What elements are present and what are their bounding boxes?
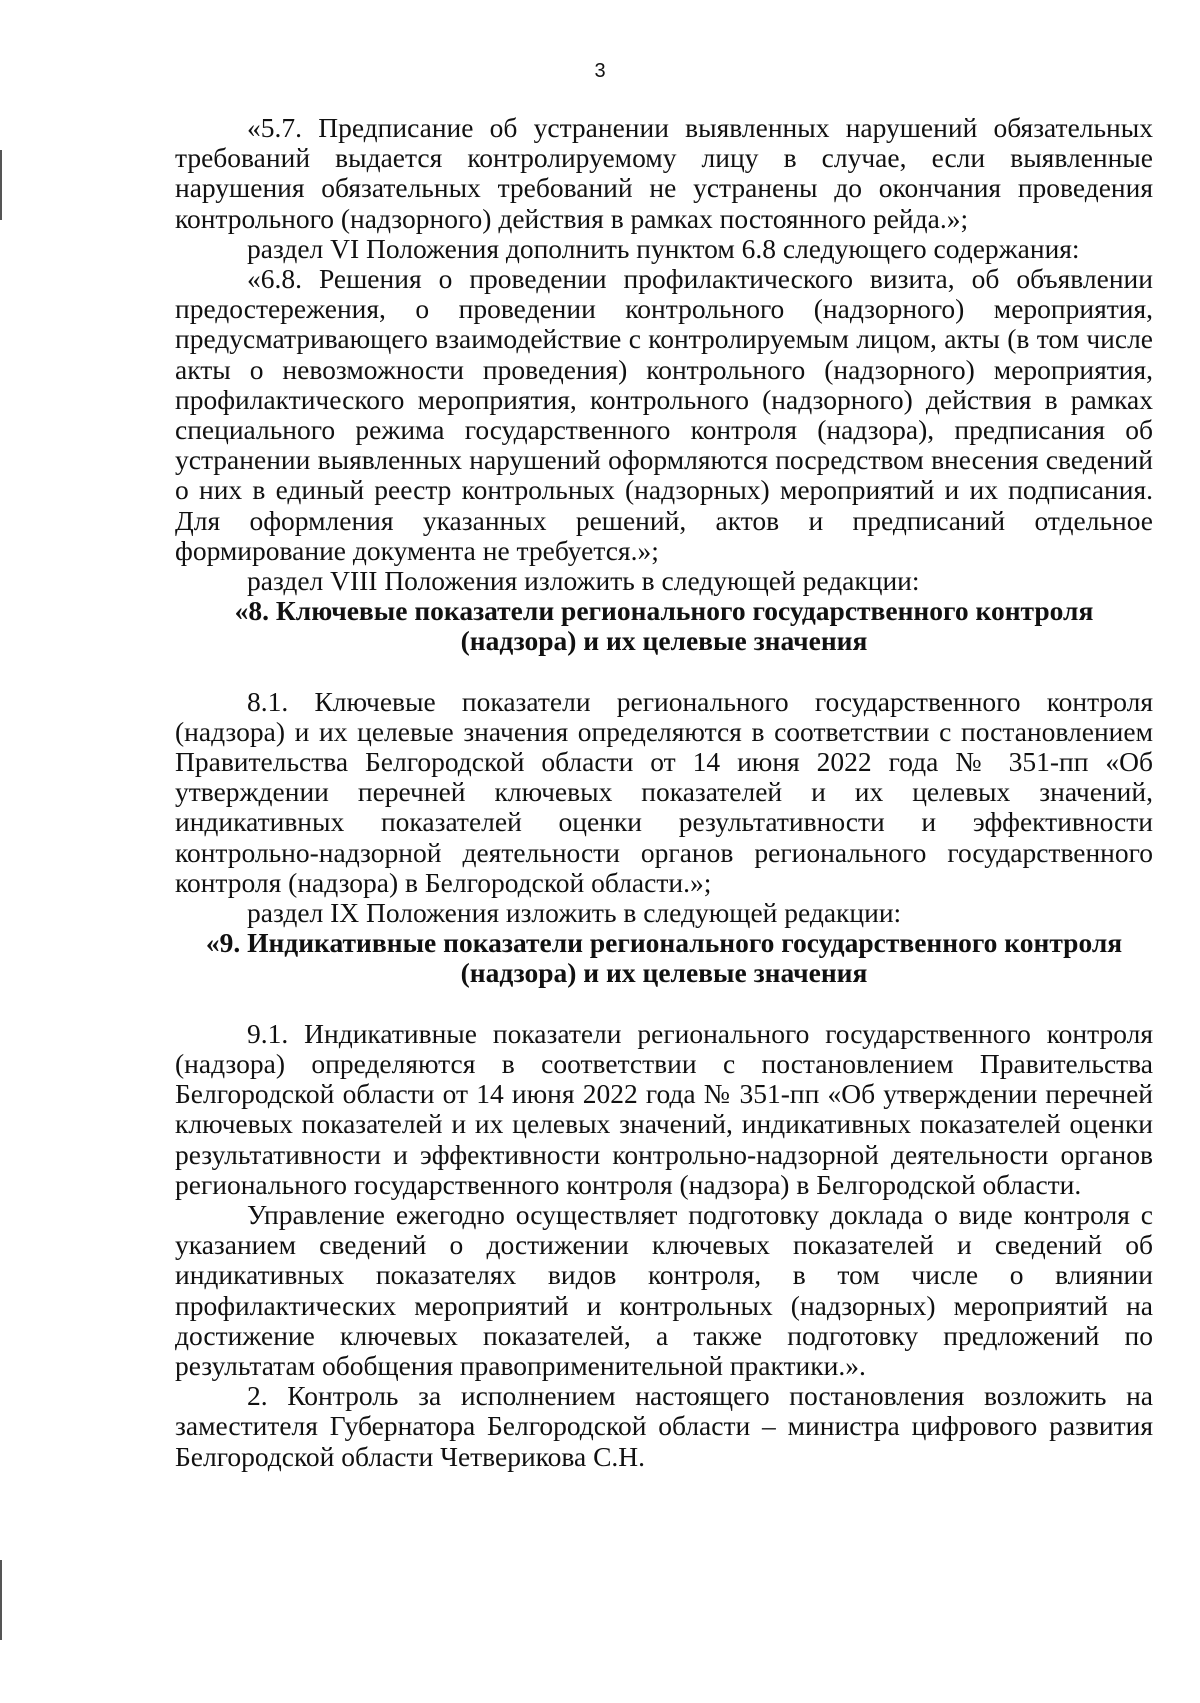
paragraph-section-vi: раздел VI Положения дополнить пунктом 6.8 следующего содержания: xyxy=(247,232,1080,264)
heading-section-9-line2: (надзора) и их целевые значения xyxy=(460,957,868,989)
paragraph-control-clause: 2. Контроль за исполнением настоящего постановления возложить на заместителя Губернатора Белгородской области – министра цифрового развития Белгородской области Четверикова С.Н. xyxy=(175,1380,1153,1472)
paragraph-annual-report: Управление ежегодно осуществляет подготовку доклада о виде контроля с указанием сведений о достижении ключевых показателей и сведений об индикативных показателях видов контроля, в том числе о влиянии профилактических мероприятий и контрольных (надзорных) мероприятий на достижение ключевых показателей, а также подготовку предложений по результатам обобщения правоприменительной практики.». xyxy=(175,1198,1153,1381)
spacer xyxy=(175,657,1153,687)
paragraph-section-ix: раздел IX Положения изложить в следующей редакции: xyxy=(247,897,902,929)
scan-edge-mark xyxy=(0,1560,2,1640)
heading-section-8-line2: (надзора) и их целевые значения xyxy=(460,625,868,657)
page-number: 3 xyxy=(594,60,606,82)
scan-edge-mark xyxy=(0,150,2,220)
document-body xyxy=(175,113,1153,1472)
paragraph-8-1: 8.1. Ключевые показатели регионального государственного контроля (надзора) и их целевые значения определяются в соответствии с постановлением Правительства Белгородской области от 14 июня 2022 года № 351-пп «Об утверждении перечней ключевых показателей и их целевых значений, индикативных показателей оценки результативности и эффективности контрольно-надзорной деятельности органов регионального государственного контроля (надзора) в Белгородской области.»; xyxy=(175,685,1153,898)
paragraph-5-7: «5.7. Предписание об устранении выявленных нарушений обязательных требований выдается контролируемому лицу в случае, если выявленные нарушения обязательных требований не устранены до окончания проведения контрольного (надзорного) действия в рамках постоянного рейда.»; xyxy=(175,112,1153,234)
heading-section-8-line1: «8. Ключевые показатели регионального государственного контроля xyxy=(234,595,1094,627)
paragraph-6-8: «6.8. Решения о проведении профилактического визита, об объявлении предостережения, о проведении контрольного (надзорного) мероприятия, предусматривающего взаимодействие с контролируемым лицом, акты (в том числе акты о невозможности проведения) контрольного (надзорного) мероприятия, профилактического мероприятия, контрольного (надзорного) действия в рамках специального режима государственного контроля (надзора), предписания об устранении выявленных нарушений оформляются посредством внесения сведений о них в единый реестр контрольных (надзорных) мероприятий и их подписания. Для оформления указанных решений, актов и предписаний отдельное формирование документа не требуется.»; xyxy=(175,263,1153,566)
paragraph-section-viii: раздел VIII Положения изложить в следующей редакции: xyxy=(247,565,920,597)
heading-section-9-line1: «9. Индикативные показатели регионального государственного контроля xyxy=(205,927,1123,959)
heading-section-9 xyxy=(175,928,1153,988)
heading-section-8 xyxy=(175,596,1153,656)
paragraph-9-1: 9.1. Индикативные показатели регионального государственного контроля (надзора) определяются в соответствии с постановлением Правительства Белгородской области от 14 июня 2022 года № 351-пп «Об утверждении перечней ключевых показателей и их целевых значений, индикативных показателей оценки результативности и эффективности контрольно-надзорной деятельности органов регионального государственного контроля (надзора) в Белгородской области. xyxy=(175,1017,1153,1200)
spacer xyxy=(175,989,1153,1019)
